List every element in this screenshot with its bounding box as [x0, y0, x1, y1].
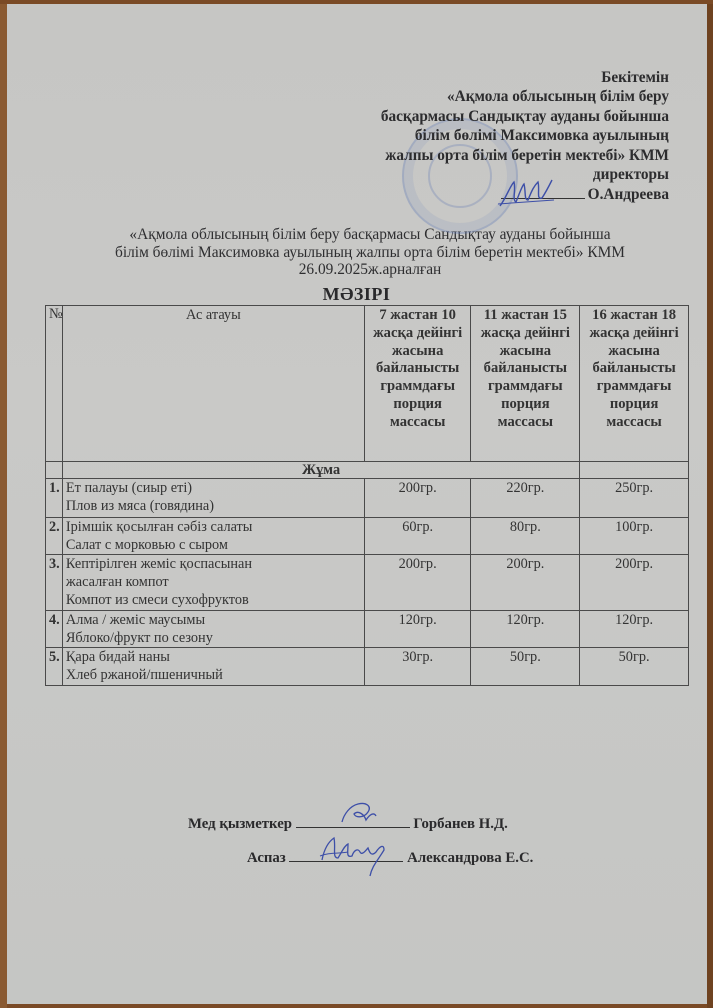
qty-7-10: 120гр. [364, 611, 471, 648]
header-number: № [46, 306, 63, 462]
qty-7-10: 30гр. [364, 648, 471, 686]
approval-line: Бекітемін [601, 69, 669, 86]
menu-date: 26.09.2025ж.арналған [298, 261, 442, 278]
cook-signature-row [247, 849, 533, 867]
dish-name-kk: Ет палауы (сиыр еті) [65, 480, 193, 496]
dish-name-ru: Хлеб ржаной/пшеничный [65, 667, 223, 683]
row-number: 5. [46, 648, 63, 686]
day-row [46, 462, 689, 479]
menu-table [45, 305, 689, 686]
school-line: білім бөлімі Максимовка ауылының жалпы орта білім беретін мектебі» КММ [115, 243, 625, 261]
approval-line: «Ақмола облысының білім беру [447, 88, 669, 106]
desk-edge-left [0, 0, 7, 1008]
approval-line: басқармасы Сандықтау ауданы бойынша [380, 107, 669, 125]
qty-7-10: 60гр. [364, 518, 471, 555]
table-row [46, 611, 689, 648]
table-row [46, 479, 689, 518]
table-row [46, 648, 689, 686]
row-number: 2. [46, 518, 63, 555]
table-header-row [46, 306, 689, 462]
cook-signature-icon [318, 832, 388, 880]
qty-16-18: 100гр. [580, 518, 689, 555]
menu-title: МӘЗІРІ [322, 284, 391, 304]
qty-11-15: 220гр. [471, 479, 580, 518]
qty-16-18: 200гр. [580, 555, 689, 611]
header-age-16-18: 16 жастан 18 жасқа дейінгі жасына байланысты граммдағы порция массасы [580, 306, 689, 462]
qty-7-10: 200гр. [364, 479, 471, 518]
day-empty-cell [580, 462, 689, 479]
row-number: 3. [46, 555, 63, 611]
approval-line: білім бөлімі Максимовка ауылының [414, 127, 669, 145]
header-age-11-15: 11 жастан 15 жасқа дейінгі жасына байланысты граммдағы порция массасы [471, 306, 580, 462]
qty-11-15: 120гр. [471, 611, 580, 648]
dish-name [62, 648, 364, 686]
qty-11-15: 50гр. [471, 648, 580, 686]
director-name: О.Андреева [587, 186, 669, 204]
dish-name-ru: Яблоко/фрукт по сезону [65, 630, 213, 646]
dish-name-kk: Алма / жеміс маусымы [65, 612, 206, 628]
dish-name-kk: Қара бидай наны [65, 649, 170, 665]
medic-signature-icon [336, 800, 380, 830]
row-number: 4. [46, 611, 63, 648]
qty-16-18: 120гр. [580, 611, 689, 648]
dish-name [62, 611, 364, 648]
dish-name [62, 555, 364, 611]
medic-name: Горбанев Н.Д. [413, 816, 508, 832]
cook-name: Александрова Е.С. [407, 850, 534, 866]
dish-name [62, 518, 364, 555]
desk-edge-right [707, 0, 713, 1008]
header-age-7-10: 7 жастан 10 жасқа дейінгі жасына байланысты граммдағы порция массасы [364, 306, 471, 462]
school-line: «Ақмола облысының білім беру басқармасы Сандықтау ауданы бойынша [129, 226, 611, 243]
qty-7-10: 200гр. [364, 555, 471, 611]
approval-line: директоры [592, 166, 669, 184]
qty-11-15: 200гр. [471, 555, 580, 611]
school-header [60, 226, 680, 279]
qty-16-18: 50гр. [580, 648, 689, 686]
table-row [46, 518, 689, 555]
dish-name-kk: Кептірілген жеміс қоспасынан жасалған компот [65, 556, 252, 590]
cook-role: Аспаз [247, 850, 286, 866]
dish-name [62, 479, 364, 518]
day-label: Жұма [62, 462, 579, 479]
dish-name-ru: Плов из мяса (говядина) [65, 498, 214, 514]
qty-16-18: 250гр. [580, 479, 689, 518]
row-number: 1. [46, 479, 63, 518]
dish-name-ru: Салат с морковью с сыром [65, 537, 228, 553]
table-row [46, 555, 689, 611]
approval-line: жалпы орта білім беретін мектебі» КММ [385, 146, 669, 164]
qty-11-15: 80гр. [471, 518, 580, 555]
director-signature-icon [496, 176, 556, 210]
dish-name-kk: Ірімшік қосылған сәбіз салаты [65, 519, 253, 535]
header-dish: Ас атауы [62, 306, 364, 462]
medic-role: Мед қызметкер [188, 816, 293, 832]
day-number-cell [46, 462, 63, 479]
dish-name-ru: Компот из смеси сухофруктов [65, 592, 249, 608]
